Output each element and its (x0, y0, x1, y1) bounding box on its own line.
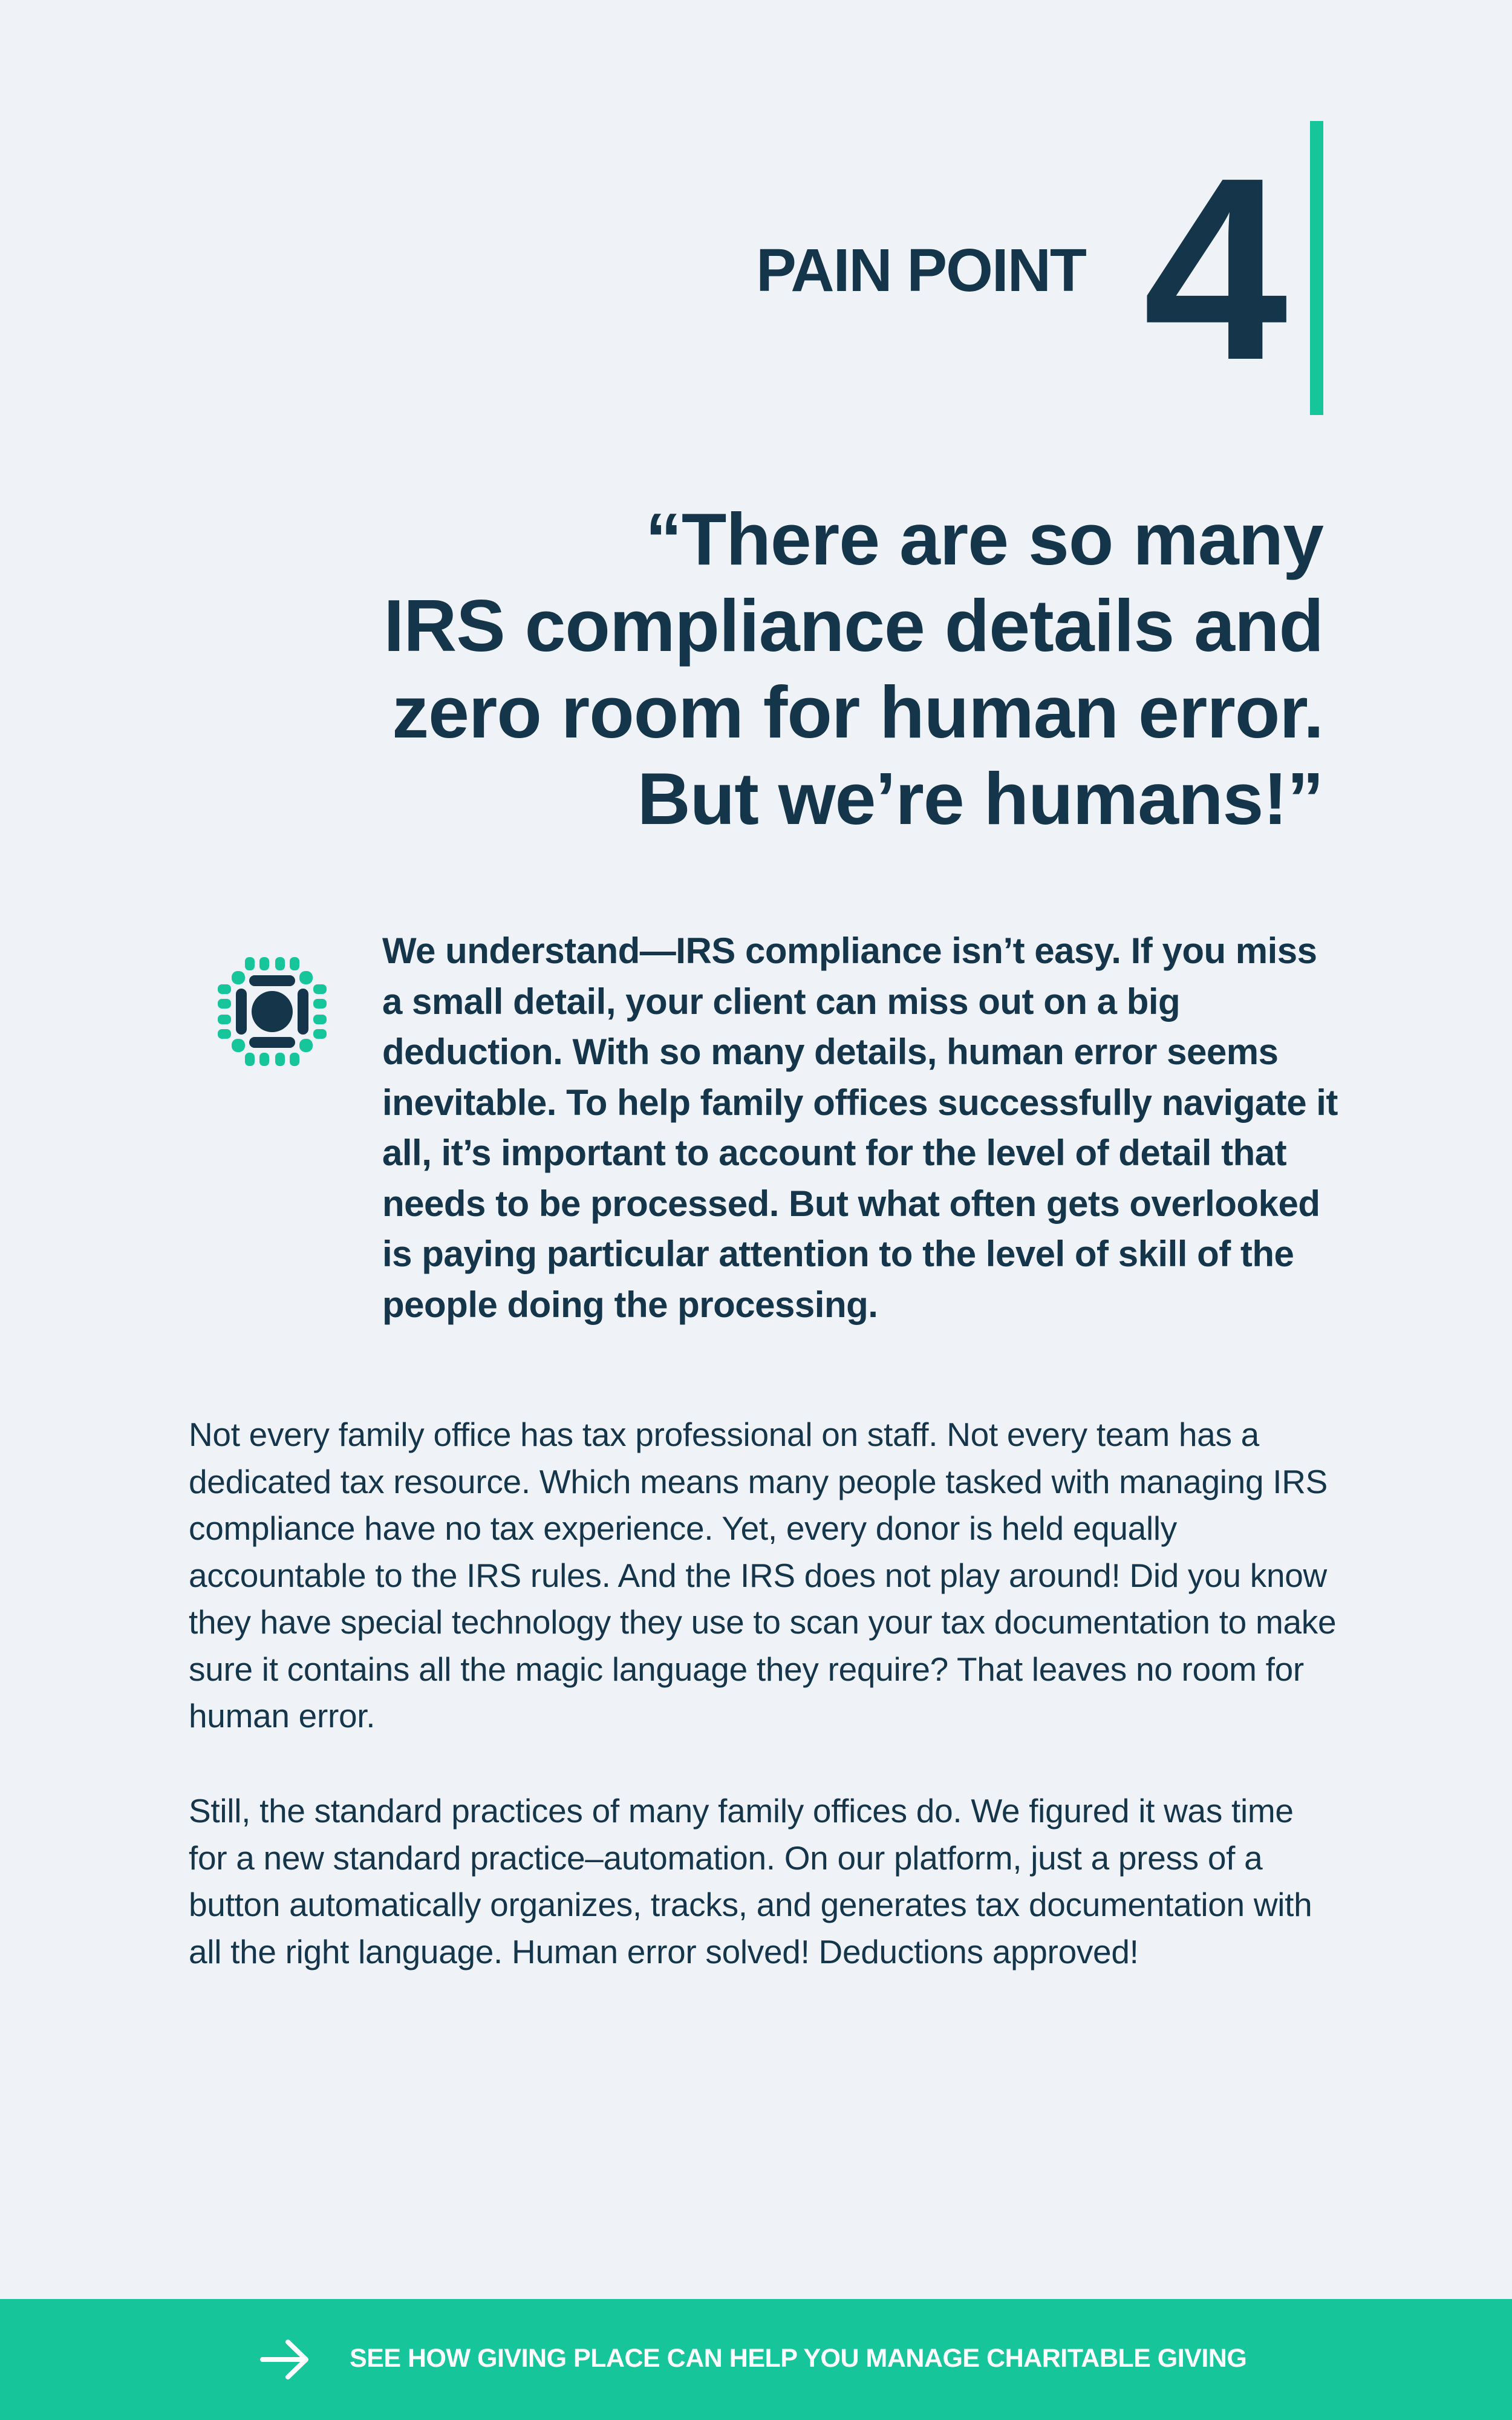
body-paragraph-2: Still, the standard practices of many family offices do. We figured it was time for a new standard practice–automation. On our platform, just a press of a button automatically organizes, tracks, and generates tax documentation with all the right language. Human error solved! Deductions approved! (189, 1792, 1312, 1970)
body-paragraph-1: Not every family office has tax professional on staff. Not every team has a dedicated tax resource. Which means many people tasked with managing IRS compliance have no tax experience. Yet, every donor is held equally accountable to the IRS rules. And the IRS does not play around! Did you know they have special technology they use to scan your tax documentation to make sure it contains all the magic language they require? That leaves no room for human error. (189, 1416, 1337, 1735)
pull-quote-line: “There are so many (645, 498, 1323, 580)
pull-quote (174, 496, 1323, 842)
pull-quote-line: But we’re humans!” (637, 757, 1323, 840)
pain-point-number: 4 (1143, 124, 1282, 414)
giving-place-logo-icon (212, 951, 333, 1072)
accent-divider (1310, 121, 1323, 415)
pain-point-label: PAIN POINT (756, 237, 1086, 304)
cta-link[interactable] (0, 2299, 1512, 2420)
page-header (0, 0, 1512, 424)
pull-quote-line: IRS compliance details and (383, 584, 1323, 667)
pull-quote-line: zero room for human error. (392, 671, 1323, 753)
intro-paragraph: We understand—IRS compliance isn’t easy. If you miss a small detail, your client can miss out on a big deduction. With so many details, human error seems inevitable. To help family offices successfully navigate it all, it’s important to account for the level of detail that needs to be processed. But what often gets overlooked is paying particular attention to the level of skill of the people doing the processing. (382, 930, 1338, 1325)
cta-label: SEE HOW GIVING PLACE CAN HELP YOU MANAGE CHARITABLE GIVING (350, 2344, 1247, 2373)
arrow-right-icon (260, 2338, 311, 2381)
